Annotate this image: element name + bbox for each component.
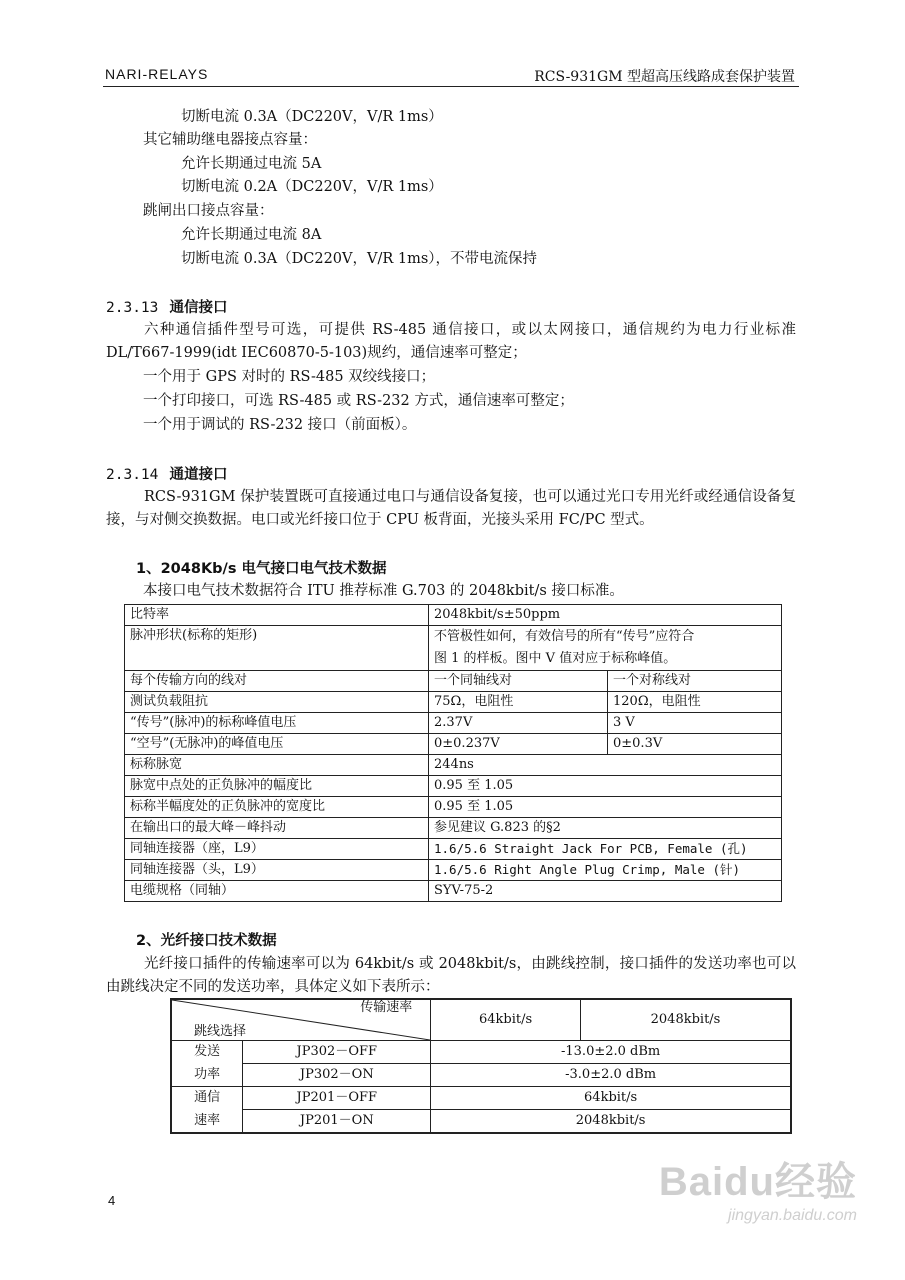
group-label: 发送 [171,1041,243,1064]
table-cell: 1.6/5.6 Right Angle Plug Crimp, Male (针) [429,860,782,881]
table-cell: 每个传输方向的线对 [125,671,429,692]
table-cell: “空号”(无脉冲)的峰值电压 [125,734,429,755]
group-label: 通信 [171,1087,243,1110]
table-cell: 2048kbit/s [431,1110,791,1134]
electrical-spec-table [124,604,782,902]
table-cell: 64kbit/s [431,1087,791,1110]
group-label: 功率 [171,1064,243,1087]
sec13-paragraph: 六种通信插件型号可选，可提供 RS-485 通信接口，或以太网接口，通信规约为电力行业标准 DL/T667-1999(idt IEC60870-5-103)规约，通信速率可整定； [106,322,796,361]
table-cell: SYV-75-2 [429,881,782,902]
group-label: 速率 [171,1110,243,1134]
table-cell: 0.95 至 1.05 [429,797,782,818]
table-header: 2048kbit/s [580,999,791,1041]
table-row [125,692,782,713]
table-cell: 在输出口的最大峰－峰抖动 [125,818,429,839]
optical-spec-table [170,998,792,1134]
table-row [125,839,782,860]
line-allow-5a: 允许长期通过电流 5A [181,156,322,172]
sec14-paragraph: RCS-931GM 保护装置既可直接通过电口与通信设备复接，也可以通过光口专用光纤或经通信设备复接，与对侧交换数据。电口或光纤接口位于 CPU 板背面，光接头采用 FC/PC 型式。 [106,489,796,528]
line-trip-contact: 跳闸出口接点容量： [143,203,274,219]
header-left: NARI-RELAYS [105,66,209,82]
table-cell: 同轴连接器（头，L9） [125,860,429,881]
table-cell [429,626,782,671]
watermark-url: jingyan.baidu.com [728,1207,857,1224]
sub2-desc: 光纤接口插件的传输速率可以为 64kbit/s 或 2048kbit/s，由跳线控制，接口插件的发送功率也可以由跳线决定不同的发送功率，具体定义如下表所示： [106,956,796,995]
sec13-item-print: 一个打印接口，可选 RS-485 或 RS-232 方式，通信速率可整定； [143,393,574,409]
table-row [171,1041,791,1064]
sec13-item-debug: 一个用于调试的 RS-232 接口（前面板）。 [143,417,417,433]
table-cell: JP302－OFF [243,1041,431,1064]
table-cell: 参见建议 G.823 的§2 [429,818,782,839]
table-cell: 0±0.237V [429,734,608,755]
section-number: 2.3.13 [106,300,159,316]
table-cell: 电缆规格（同轴） [125,881,429,902]
section-number: 2.3.14 [106,467,159,483]
table-row [125,881,782,902]
table-row [125,797,782,818]
table-header: 64kbit/s [431,999,581,1041]
watermark [659,1150,857,1225]
table-cell: 0.95 至 1.05 [429,776,782,797]
line-aux-relay: 其它辅助继电器接点容量： [143,132,317,148]
table-row [125,860,782,881]
table-row [171,1064,791,1087]
table-row [171,999,791,1041]
table-cell: 244ns [429,755,782,776]
diagonal-header [172,1000,430,1040]
table-row [171,1087,791,1110]
table-cell: 3 V [608,713,782,734]
sec13-item-gps: 一个用于 GPS 对时的 RS-485 双绞线接口； [143,369,436,385]
table-cell: 一个对称线对 [608,671,782,692]
table-cell: JP201－ON [243,1110,431,1134]
table-cell: -3.0±2.0 dBm [431,1064,791,1087]
table-cell: 120Ω，电阻性 [608,692,782,713]
section-heading-2-3-14 [106,463,227,484]
header-rate-label: 传输速率 [360,1000,413,1015]
sub2-title: 2、光纤接口技术数据 [136,933,277,949]
header-divider [103,86,799,87]
table-cell: 1.6/5.6 Straight Jack For PCB, Female (孔) [429,839,782,860]
header-jumper-label: 跳线选择 [194,1024,247,1039]
table-cell: 脉宽中点处的正负脉冲的幅度比 [125,776,429,797]
table-cell: 75Ω，电阻性 [429,692,608,713]
table-row [125,818,782,839]
section-heading-2-3-13 [106,296,227,317]
table-cell: 一个同轴线对 [429,671,608,692]
table-cell: JP302－ON [243,1064,431,1087]
cell-line: 不管极性如何，有效信号的所有“传号”应符合 [434,629,695,644]
section-title: 通信接口 [169,300,228,316]
table-row [125,755,782,776]
page-number: 4 [108,1193,116,1208]
table-cell: 比特率 [125,605,429,626]
table-cell: 同轴连接器（座，L9） [125,839,429,860]
table-cell: 标称脉宽 [125,755,429,776]
table-cell: “传号”(脉冲)的标称峰值电压 [125,713,429,734]
table-row [125,671,782,692]
table-row [125,776,782,797]
table-cell: 0±0.3V [608,734,782,755]
table-cell: JP201－OFF [243,1087,431,1110]
table-cell: -13.0±2.0 dBm [431,1041,791,1064]
section-title: 通道接口 [169,467,228,483]
line-allow-8a: 允许长期通过电流 8A [181,227,322,243]
table-cell: 2.37V [429,713,608,734]
table-row [125,626,782,671]
diagonal-header-cell [171,999,431,1041]
sub1-desc: 本接口电气技术数据符合 ITU 推荐标准 G.703 的 2048kbit/s 接口标准。 [143,583,624,599]
table-row [125,605,782,626]
table-cell: 脉冲形状(标称的矩形) [125,626,429,671]
table-row [125,713,782,734]
table-cell: 标称半幅度处的正负脉冲的宽度比 [125,797,429,818]
table-row [171,1110,791,1134]
cell-line: 图 1 的样板。图中 V 值对应于标称峰值。 [434,651,677,666]
watermark-logo: Baidu经验 [658,1160,857,1204]
line-cutoff-2: 切断电流 0.2A（DC220V，V/R 1ms） [181,179,443,195]
line-cutoff-3: 切断电流 0.3A（DC220V，V/R 1ms），不带电流保持 [181,251,538,267]
table-row [125,734,782,755]
line-cutoff-1: 切断电流 0.3A（DC220V，V/R 1ms） [181,109,443,125]
table-cell: 测试负载阻抗 [125,692,429,713]
table-cell: 2048kbit/s±50ppm [429,605,782,626]
sub1-title: 1、2048Kb/s 电气接口电气技术数据 [136,561,387,577]
header-right: RCS-931GM 型超高压线路成套保护装置 [534,69,795,85]
